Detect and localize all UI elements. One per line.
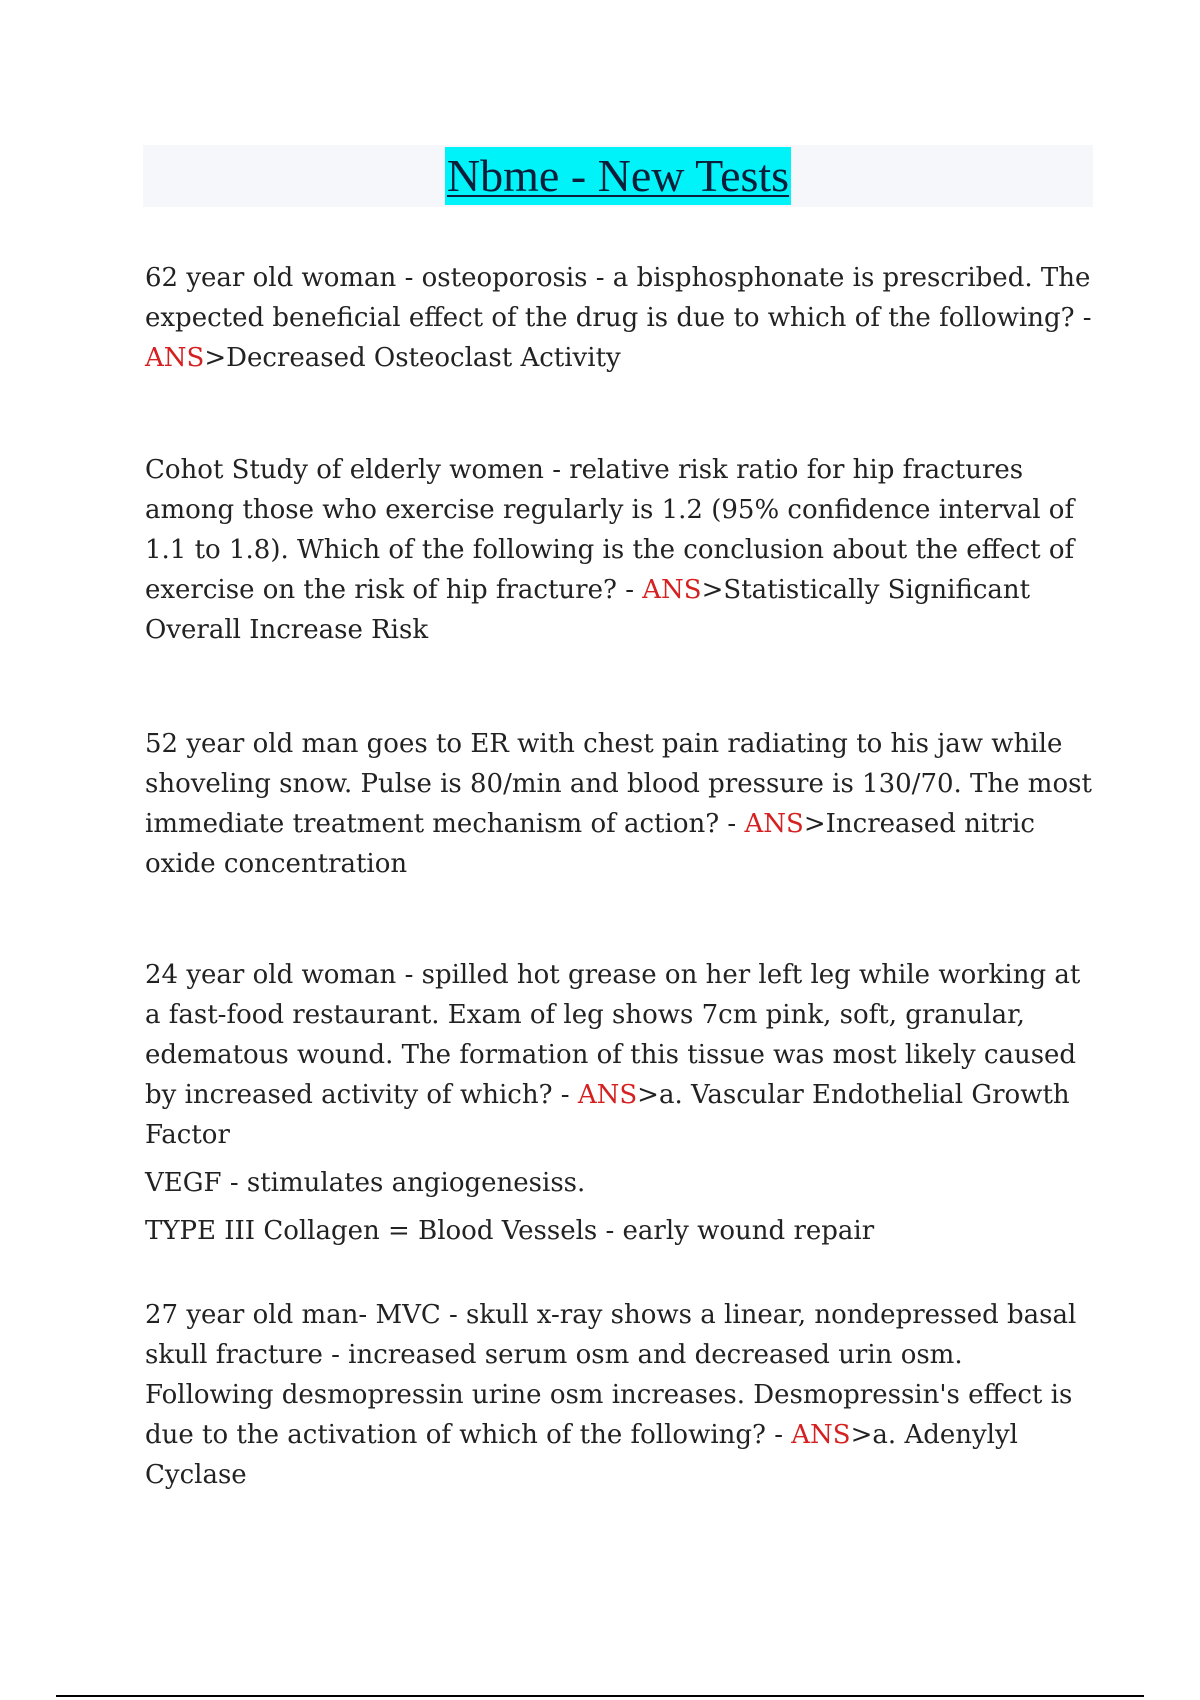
qa-item-1	[145, 258, 1095, 378]
answer-text: >Statistically Significant Overall Increase Risk	[145, 575, 1031, 645]
question-text: 27 year old man- MVC - skull x-ray shows a linear, nondepressed basal skull fracture - increased serum osm and decreased urin osm. Following desmopressin urine osm increases. Desmopressin's effect is due to the activation of which of the following? -	[145, 1300, 1077, 1450]
question-text: 52 year old man goes to ER with chest pain radiating to his jaw while shoveling snow. Pulse is 80/min and blood pressure is 130/70. The most immediate treatment mechanism of action? -	[145, 729, 1092, 839]
question-text: 62 year old woman - osteoporosis - a bisphosphonate is prescribed. The expected beneficial effect of the drug is due to which of the following? -	[145, 263, 1092, 333]
qa-item-4	[145, 955, 1095, 1251]
question-text: Cohot Study of elderly women - relative risk ratio for hip fractures among those who exercise regularly is 1.2 (95% confidence interval of 1.1 to 1.8). Which of the following is the conclusion about the effect of exercise on the risk of hip fracture? -	[145, 455, 1075, 605]
answer-text: >Decreased Osteoclast Activity	[204, 343, 621, 373]
bottom-rule	[56, 1695, 1144, 1697]
qa-item-2	[145, 450, 1095, 650]
note-vegf: VEGF - stimulates angiogenesiss.	[145, 1168, 586, 1198]
qa-item-3	[145, 724, 1095, 884]
question-text: 24 year old woman - spilled hot grease on her left leg while working at a fast-food restaurant. Exam of leg shows 7cm pink, soft, granular, edematous wound. The formation of this tissue was most likely caused by increased activity of which? -	[145, 960, 1081, 1110]
answer-text: >Increased nitric oxide concentration	[145, 809, 1035, 879]
qa-item-5	[145, 1295, 1095, 1495]
answer-text: >a. Adenylyl Cyclase	[145, 1420, 1018, 1490]
ans-marker: ANS	[642, 575, 702, 605]
title-band	[143, 145, 1093, 207]
answer-text: >a. Vascular Endothelial Growth Factor	[145, 1080, 1070, 1150]
page-title: Nbme - New Tests	[445, 147, 791, 205]
ans-marker: ANS	[577, 1080, 638, 1110]
note-collagen: TYPE III Collagen = Blood Vessels - early wound repair	[145, 1216, 875, 1246]
ans-marker: ANS	[791, 1420, 851, 1450]
ans-marker: ANS	[145, 343, 205, 373]
ans-marker: ANS	[744, 809, 804, 839]
